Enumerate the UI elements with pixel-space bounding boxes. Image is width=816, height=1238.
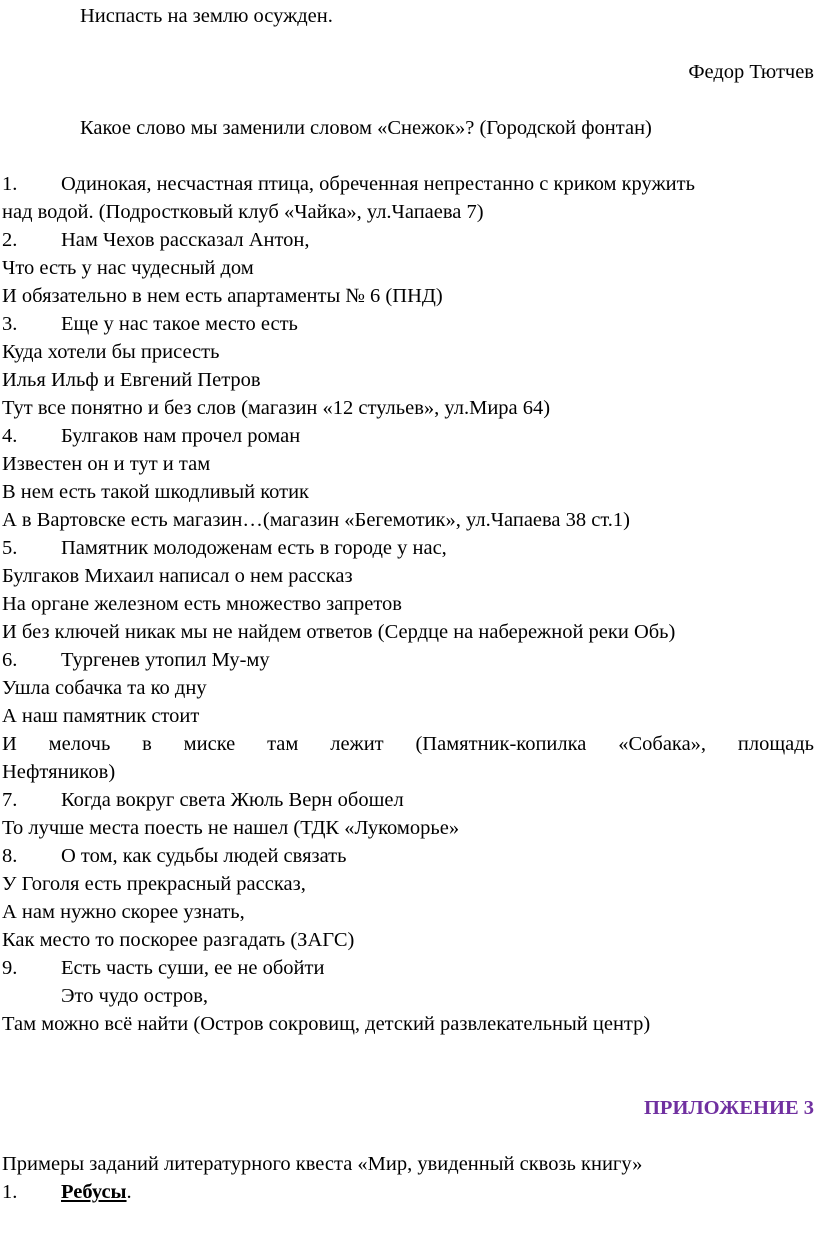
author: Федор Тютчев [688,61,814,83]
list-item-2 [2,226,816,254]
item-text: И обязательно в нем есть апартаменты № 6 (ПНД) [2,285,443,307]
item-text: Есть часть суши, ее не обойти [61,957,325,979]
epigraph-tail: Ниспасть на землю осужден. [80,5,333,27]
item-text: Еще у нас такое место есть [61,313,298,335]
item-number: 8. [2,845,18,867]
item-text: Ушла собачка та ко дну [2,677,207,699]
item-text: Булгаков Михаил написал о нем рассказ [2,565,353,587]
item-text: Известен он и тут и там [2,453,211,475]
item-number: 4. [2,425,18,447]
item-text: Когда вокруг света Жюль Верн обошел [61,789,404,811]
item-text: Как место то поскорее разгадать (ЗАГС) [2,929,355,951]
item-text: над водой. (Подростковый клуб «Чайка», ул.Чапаева 7) [2,201,484,223]
item-text: На органе железном есть множество запретов [2,593,402,615]
item-text: Тут все понятно и без слов (магазин «12 стульев», ул.Мира 64) [2,397,551,419]
item-text: Нефтяников) [2,761,116,783]
item-number: 2. [2,229,18,251]
sub-item-rebuses [2,1178,816,1206]
list-item-8 [2,842,816,870]
list-item-5 [2,534,816,562]
item-text: А нам нужно скорее узнать, [2,901,245,923]
item-text: У Гоголя есть прекрасный рассказ, [2,873,306,895]
list-item-7 [2,786,816,814]
appendix-title: ПРИЛОЖЕНИЕ 3 [643,1097,814,1119]
item-text: И без ключей никак мы не найдем ответов (Сердце на набережной реки Обь) [2,621,676,643]
item-text: Илья Ильф и Евгений Петров [2,369,261,391]
list-item-9 [2,954,816,982]
question: Какое слово мы заменили словом «Снежок»? (Городской фонтан) [80,117,652,139]
item-text: О том, как судьбы людей связать [61,845,347,867]
item-number: 5. [2,537,18,559]
item-number: 9. [2,957,18,979]
item-number: 1. [2,173,18,195]
rebus-heading: Ребусы [61,1181,127,1203]
item-text: Нам Чехов рассказал Антон, [61,229,310,251]
examples-intro: Примеры заданий литературного квеста «Мир, увиденный сквозь книгу» [2,1153,643,1175]
rebus-heading-tail: . [126,1181,132,1203]
list-item-3 [2,310,816,338]
item-text-justified: И мелочь в миске там лежит (Памятник-копилка «Собака», площадь [2,733,814,755]
list-item-6 [2,646,816,674]
item-text: Что есть у нас чудесный дом [2,257,254,279]
item-text: Одинокая, несчастная птица, обреченная непрестанно с криком кружить [61,173,695,195]
item-text: В нем есть такой шкодливый котик [2,481,310,503]
list-item-4 [2,422,816,450]
item-number: 3. [2,313,18,335]
item-text: А в Вартовске есть магазин…(магазин «Бегемотик», ул.Чапаева 38 ст.1) [2,509,631,531]
item-text: Тургенев утопил Му-му [61,649,270,671]
list-item-1 [2,170,816,198]
item-number: 6. [2,649,18,671]
item-text: Памятник молодоженам есть в городе у нас, [61,537,447,559]
item-text: Куда хотели бы присесть [2,341,220,363]
item-number: 7. [2,789,18,811]
item-text: Это чудо остров, [61,985,209,1007]
item-text: Булгаков нам прочел роман [61,425,301,447]
item-text: То лучше места поесть не нашел (ТДК «Лукоморье» [2,817,460,839]
item-text: А наш памятник стоит [2,705,200,727]
item-text: Там можно всё найти (Остров сокровищ, детский развлекательный центр) [2,1013,651,1035]
item-number: 1. [2,1181,18,1203]
